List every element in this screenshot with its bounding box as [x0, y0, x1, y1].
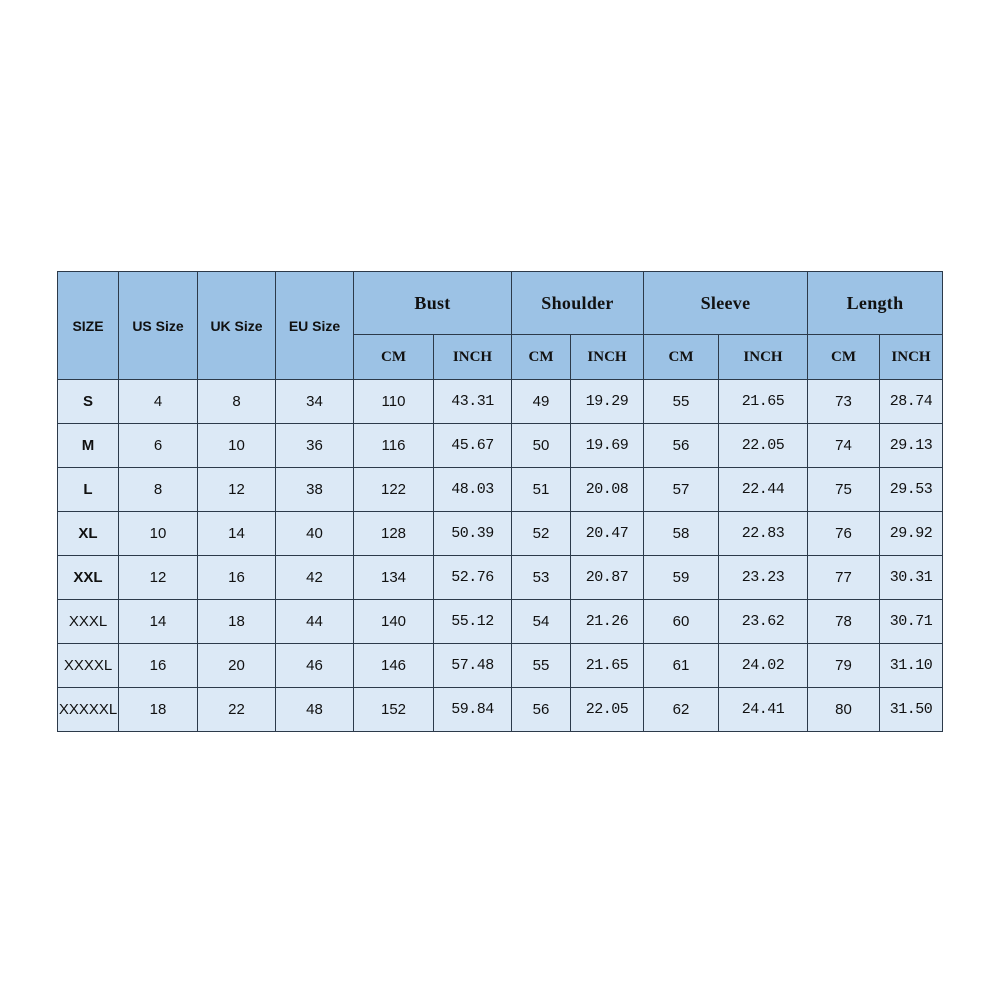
- cell-eu: 36: [276, 424, 354, 468]
- cell-sleeve-in: 22.83: [719, 512, 808, 556]
- cell-eu: 38: [276, 468, 354, 512]
- cell-bust-cm: 146: [354, 644, 434, 688]
- cell-sleeve-cm: 60: [644, 600, 719, 644]
- header-uk-size: UK Size: [198, 272, 276, 380]
- header-bust: Bust: [354, 272, 512, 335]
- cell-bust-cm: 140: [354, 600, 434, 644]
- size-chart-table: [57, 271, 943, 732]
- cell-bust-cm: 122: [354, 468, 434, 512]
- cell-bust-in: 52.76: [434, 556, 512, 600]
- header-length: Length: [808, 272, 943, 335]
- size-rows: [58, 380, 943, 732]
- cell-length-in: 30.31: [880, 556, 943, 600]
- cell-sleeve-in: 23.62: [719, 600, 808, 644]
- cell-size: S: [58, 380, 119, 424]
- cell-shoulder-cm: 54: [512, 600, 571, 644]
- cell-size: XXXXXL: [58, 688, 119, 732]
- cell-us: 6: [119, 424, 198, 468]
- header-eu-size: EU Size: [276, 272, 354, 380]
- cell-bust-in: 50.39: [434, 512, 512, 556]
- cell-uk: 22: [198, 688, 276, 732]
- cell-us: 18: [119, 688, 198, 732]
- table-row: [58, 644, 943, 688]
- cell-eu: 44: [276, 600, 354, 644]
- cell-length-cm: 78: [808, 600, 880, 644]
- header-shoulder-inch: INCH: [571, 335, 644, 380]
- cell-us: 4: [119, 380, 198, 424]
- header-bust-inch: INCH: [434, 335, 512, 380]
- cell-shoulder-in: 19.29: [571, 380, 644, 424]
- cell-length-cm: 79: [808, 644, 880, 688]
- header-length-cm: CM: [808, 335, 880, 380]
- cell-eu: 42: [276, 556, 354, 600]
- cell-length-in: 31.10: [880, 644, 943, 688]
- cell-uk: 18: [198, 600, 276, 644]
- cell-us: 14: [119, 600, 198, 644]
- cell-shoulder-in: 20.47: [571, 512, 644, 556]
- table-row: [58, 512, 943, 556]
- cell-length-in: 29.92: [880, 512, 943, 556]
- table-row: [58, 380, 943, 424]
- cell-sleeve-in: 22.05: [719, 424, 808, 468]
- cell-sleeve-cm: 59: [644, 556, 719, 600]
- cell-uk: 16: [198, 556, 276, 600]
- header-sleeve-cm: CM: [644, 335, 719, 380]
- header-shoulder: Shoulder: [512, 272, 644, 335]
- cell-length-in: 30.71: [880, 600, 943, 644]
- cell-size: XL: [58, 512, 119, 556]
- cell-bust-cm: 110: [354, 380, 434, 424]
- cell-length-in: 31.50: [880, 688, 943, 732]
- table-row: [58, 468, 943, 512]
- cell-us: 16: [119, 644, 198, 688]
- header-size: SIZE: [58, 272, 119, 380]
- table-row: [58, 424, 943, 468]
- table-row: [58, 600, 943, 644]
- header-sleeve: Sleeve: [644, 272, 808, 335]
- cell-uk: 8: [198, 380, 276, 424]
- cell-shoulder-in: 20.08: [571, 468, 644, 512]
- cell-bust-cm: 134: [354, 556, 434, 600]
- cell-size: L: [58, 468, 119, 512]
- cell-size: XXXL: [58, 600, 119, 644]
- table-row: [58, 556, 943, 600]
- cell-shoulder-cm: 56: [512, 688, 571, 732]
- header-length-inch: INCH: [880, 335, 943, 380]
- cell-length-cm: 80: [808, 688, 880, 732]
- cell-bust-cm: 152: [354, 688, 434, 732]
- header-sleeve-inch: INCH: [719, 335, 808, 380]
- cell-sleeve-cm: 55: [644, 380, 719, 424]
- cell-shoulder-in: 21.65: [571, 644, 644, 688]
- cell-sleeve-in: 21.65: [719, 380, 808, 424]
- cell-size: XXXXL: [58, 644, 119, 688]
- cell-length-cm: 75: [808, 468, 880, 512]
- cell-us: 12: [119, 556, 198, 600]
- header-bust-cm: CM: [354, 335, 434, 380]
- cell-sleeve-in: 24.02: [719, 644, 808, 688]
- cell-sleeve-cm: 62: [644, 688, 719, 732]
- cell-sleeve-in: 23.23: [719, 556, 808, 600]
- cell-shoulder-cm: 53: [512, 556, 571, 600]
- cell-bust-in: 59.84: [434, 688, 512, 732]
- cell-shoulder-cm: 55: [512, 644, 571, 688]
- header-us-size: US Size: [119, 272, 198, 380]
- cell-uk: 20: [198, 644, 276, 688]
- cell-bust-in: 43.31: [434, 380, 512, 424]
- cell-shoulder-cm: 51: [512, 468, 571, 512]
- cell-length-cm: 77: [808, 556, 880, 600]
- cell-sleeve-cm: 61: [644, 644, 719, 688]
- cell-sleeve-cm: 56: [644, 424, 719, 468]
- cell-sleeve-in: 24.41: [719, 688, 808, 732]
- cell-eu: 34: [276, 380, 354, 424]
- cell-shoulder-in: 22.05: [571, 688, 644, 732]
- cell-bust-in: 45.67: [434, 424, 512, 468]
- cell-length-in: 29.53: [880, 468, 943, 512]
- cell-sleeve-cm: 57: [644, 468, 719, 512]
- cell-shoulder-in: 21.26: [571, 600, 644, 644]
- cell-size: XXL: [58, 556, 119, 600]
- cell-bust-in: 48.03: [434, 468, 512, 512]
- cell-size: M: [58, 424, 119, 468]
- cell-bust-cm: 116: [354, 424, 434, 468]
- cell-bust-in: 57.48: [434, 644, 512, 688]
- cell-uk: 10: [198, 424, 276, 468]
- cell-bust-in: 55.12: [434, 600, 512, 644]
- cell-uk: 14: [198, 512, 276, 556]
- cell-eu: 46: [276, 644, 354, 688]
- table-row: [58, 688, 943, 732]
- header-shoulder-cm: CM: [512, 335, 571, 380]
- cell-uk: 12: [198, 468, 276, 512]
- cell-length-cm: 73: [808, 380, 880, 424]
- cell-us: 8: [119, 468, 198, 512]
- cell-shoulder-cm: 52: [512, 512, 571, 556]
- cell-length-in: 28.74: [880, 380, 943, 424]
- cell-shoulder-cm: 50: [512, 424, 571, 468]
- cell-us: 10: [119, 512, 198, 556]
- cell-eu: 48: [276, 688, 354, 732]
- cell-length-in: 29.13: [880, 424, 943, 468]
- cell-shoulder-in: 19.69: [571, 424, 644, 468]
- cell-sleeve-cm: 58: [644, 512, 719, 556]
- cell-bust-cm: 128: [354, 512, 434, 556]
- cell-eu: 40: [276, 512, 354, 556]
- cell-sleeve-in: 22.44: [719, 468, 808, 512]
- cell-length-cm: 76: [808, 512, 880, 556]
- cell-shoulder-in: 20.87: [571, 556, 644, 600]
- cell-length-cm: 74: [808, 424, 880, 468]
- cell-shoulder-cm: 49: [512, 380, 571, 424]
